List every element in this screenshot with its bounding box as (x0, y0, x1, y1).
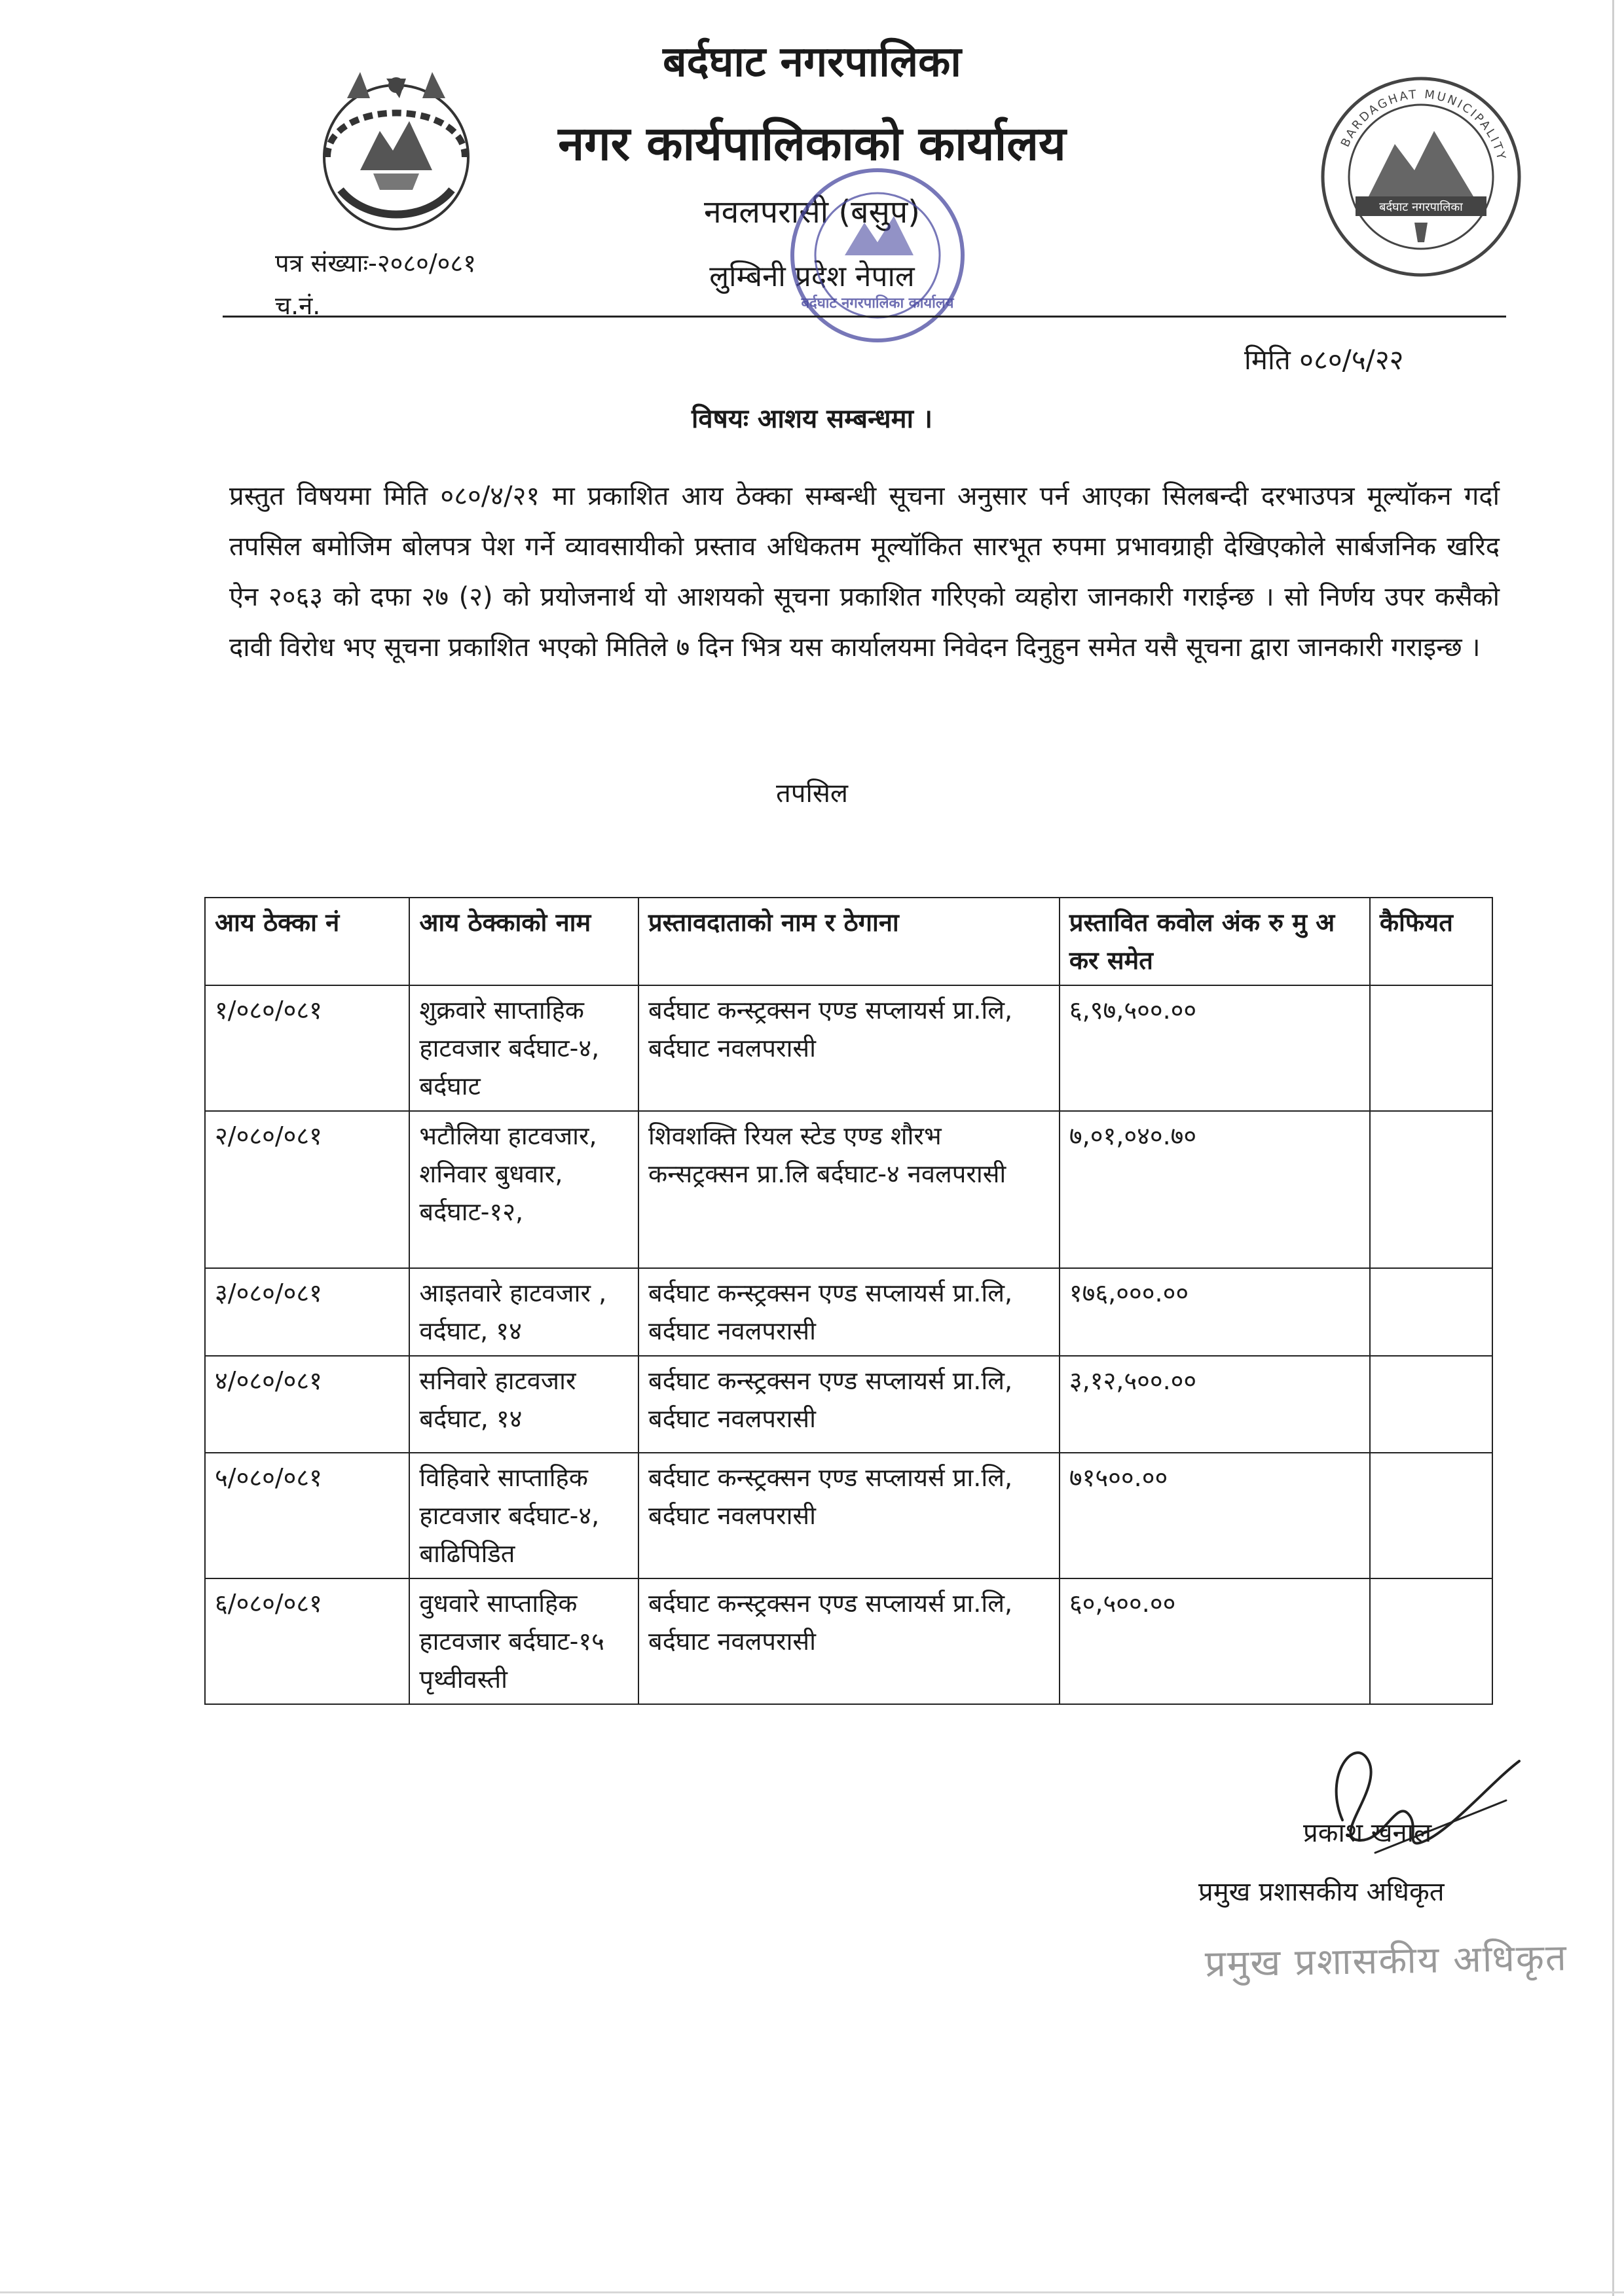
cell-contract-no: १/०८०/०८१ (205, 985, 409, 1111)
table-row (205, 1578, 1492, 1704)
reference-number: पत्र संख्याः-२०८०/०८१ (275, 249, 476, 278)
details-heading: तपसिल (775, 778, 849, 809)
office-stamp-icon (753, 157, 1002, 393)
cell-contract-name: वुधवारे साप्ताहिक हाटवजार बर्दघाट-१५ पृथ्वीवस्ती (409, 1578, 638, 1704)
logo-arc-text: BARDAGHAT MUNICIPALITY (1338, 87, 1509, 163)
signature-icon (1297, 1722, 1532, 1872)
letter-body: प्रस्तुत विषयमा मिति ०८०/४/२१ मा प्रकाशित आय ठेक्का सम्बन्धी सूचना अनुसार पर्न आएका सिलबन्दी दरभाउपत्र मूल्यॉकन गर्दा तपसिल बमोजिम बोलपत्र पेश गर्ने व्यावसायीको प्रस्ताव अधिकतम मूल्यॉकित सारभूत रुपमा प्रभावग्राही देखिएकोले सार्बजनिक खरिद ऐन २०६३ को दफा २७ (२) को प्रयोजनार्थ यो आशयको सूचना प्रकाशित गरिएको व्यहोरा जानकारी गराईन्छ । सो निर्णय उपर कसैको दावी विरोध भए सूचना प्रकाशित भएको मितिले ७ दिन भित्र यस कार्यालयमा निवेदन दिनुहुन समेत यसै सूचना द्वारा जानकारी गराइन्छ । (229, 481, 1500, 663)
scan-edge (0, 2291, 1624, 2293)
cell-remarks (1370, 1453, 1492, 1578)
office-name: नगर कार्यपालिकाको कार्यालय (558, 116, 1066, 171)
cell-contract-name: शुक्रवारे साप्ताहिक हाटवजार बर्दघाट-४, बर्दघाट (409, 985, 638, 1111)
table-header-row (205, 898, 1492, 985)
cell-amount: १७६,०००.०० (1060, 1268, 1370, 1356)
header-bidder: प्रस्तावदाताको नाम र ठेगाना (638, 898, 1060, 985)
logo-banner-text: बर्दघाट नगरपालिका (1379, 200, 1463, 214)
cell-amount: ७,०१,०४०.७० (1060, 1111, 1370, 1268)
signatory-name: प्रकाश खनाल (1303, 1818, 1432, 1848)
header-remarks: कैफियत (1370, 898, 1492, 985)
district-name: नवलपरासी (बसुप) (704, 194, 920, 230)
bid-table (204, 897, 1493, 1705)
cell-bidder: बर्दघाट कन्स्ट्रक्सन एण्ड सप्लायर्स प्रा.लि, बर्दघाट नवलपरासी (638, 1356, 1060, 1453)
municipality-name: बर्दघाट नगरपालिका (663, 38, 961, 86)
cell-remarks (1370, 985, 1492, 1111)
table-row (205, 985, 1492, 1111)
cell-contract-no: ४/०८०/०८१ (205, 1356, 409, 1453)
header-amount: प्रस्तावित कवोल अंक रु मु अ कर समेत (1060, 898, 1370, 985)
cell-contract-name: सनिवारे हाटवजार बर्दघाट, १४ (409, 1356, 638, 1453)
municipality-logo-icon (1316, 72, 1526, 282)
cell-remarks (1370, 1356, 1492, 1453)
cell-amount: ६,९७,५००.०० (1060, 985, 1370, 1111)
cell-amount: ६०,५००.०० (1060, 1578, 1370, 1704)
signatory-title: प्रमुख प्रशासकीय अधिकृत (1198, 1877, 1445, 1907)
designation-stamp: प्रमुख प्रशासकीय अधिकृत (1204, 1937, 1568, 1986)
header-contract-no: आय ठेक्का नं (205, 898, 409, 985)
letter-date: मिति ०८०/५/२२ (1244, 344, 1404, 376)
table-row (205, 1356, 1492, 1453)
cell-bidder: शिवशक्ति रियल स्टेड एण्ड शौरभ कन्सट्रक्सन प्रा.लि बर्दघाट-४ नवलपरासी (638, 1111, 1060, 1268)
cell-contract-no: ३/०८०/०८१ (205, 1268, 409, 1356)
cell-bidder: बर्दघाट कन्स्ट्रक्सन एण्ड सप्लायर्स प्रा.लि, बर्दघाट नवलपरासी (638, 1453, 1060, 1578)
table-row (205, 1268, 1492, 1356)
table-row (205, 1453, 1492, 1578)
cell-amount: ७१५००.०० (1060, 1453, 1370, 1578)
cell-contract-no: ६/०८०/०८१ (205, 1578, 409, 1704)
cell-bidder: बर्दघाट कन्स्ट्रक्सन एण्ड सप्लायर्स प्रा.लि, बर्दघाट नवलपरासी (638, 1268, 1060, 1356)
stamp-text: बर्दघाट नगरपालिका कार्यालय (801, 295, 954, 312)
cell-remarks (1370, 1578, 1492, 1704)
letter-subject: विषयः आशय सम्बन्धमा । (691, 404, 933, 434)
scan-edge (1612, 0, 1614, 2296)
cell-remarks (1370, 1268, 1492, 1356)
header-contract-name: आय ठेक्काको नाम (409, 898, 638, 985)
header-divider (223, 316, 1506, 318)
cell-amount: ३,१२,५००.०० (1060, 1356, 1370, 1453)
cell-bidder: बर्दघाट कन्स्ट्रक्सन एण्ड सप्लायर्स प्रा.लि, बर्दघाट नवलपरासी (638, 985, 1060, 1111)
cell-contract-no: २/०८०/०८१ (205, 1111, 409, 1268)
cell-contract-name: विहिवारे साप्ताहिक हाटवजार बर्दघाट-४, बाढिपिडित (409, 1453, 638, 1578)
dispatch-number: च.नं. (275, 291, 321, 320)
cell-contract-no: ५/०८०/०८१ (205, 1453, 409, 1578)
cell-contract-name: भटौलिया हाटवजार, शनिवार बुधवार, बर्दघाट-१२, (409, 1111, 638, 1268)
table-row (205, 1111, 1492, 1268)
cell-bidder: बर्दघाट कन्स्ट्रक्सन एण्ड सप्लायर्स प्रा.लि, बर्दघाट नवलपरासी (638, 1578, 1060, 1704)
province-name: लुम्बिनी प्रदेश नेपाल (709, 260, 915, 293)
cell-contract-name: आइतवारे हाटवजार , वर्दघाट, १४ (409, 1268, 638, 1356)
cell-remarks (1370, 1111, 1492, 1268)
